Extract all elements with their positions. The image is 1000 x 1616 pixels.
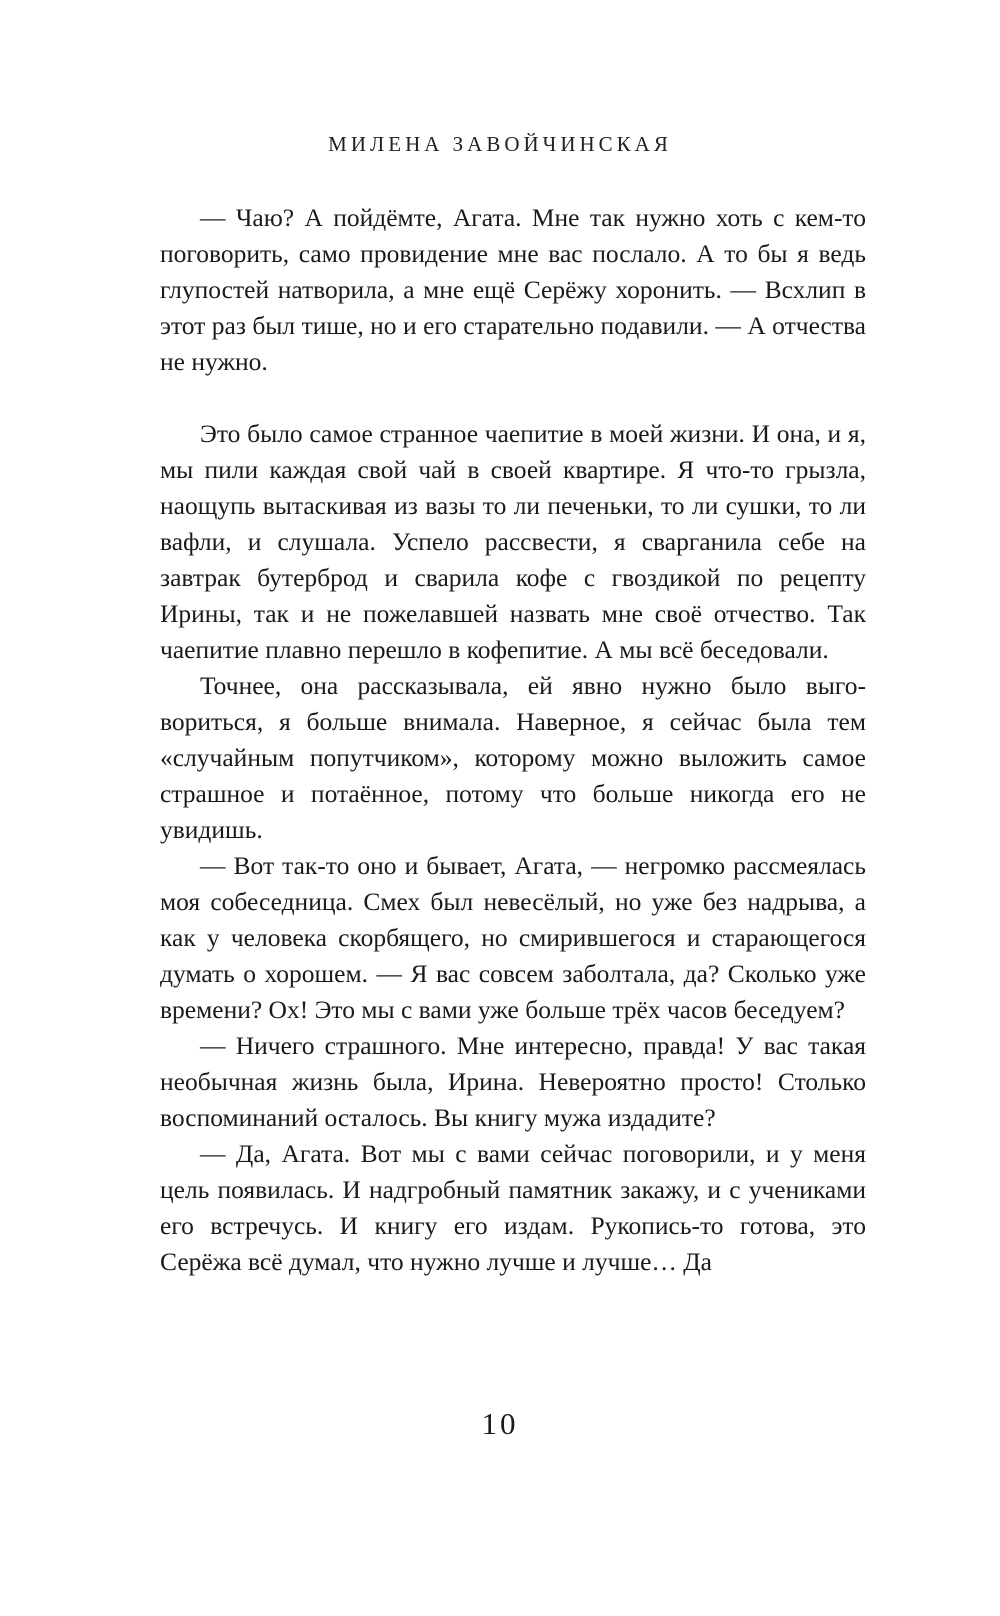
paragraph: Точнее, она рассказывала, ей явно нужно было выговориться, я больше внимала. Наверное, я сейчас была тем «случайным попутчиком», которому можно выложить самое страшное и потаённое, потому что больше никогда его не увидишь.	[160, 671, 866, 844]
paragraph: — Да, Агата. Вот мы с вами сейчас поговорили, и у меня цель появилась. И надгробный памятник закажу, и с учениками его встречусь. И книгу его издам. Рукопись-то готова, это Серёжа всё думал, что нужно лучше и лучше… Да	[160, 1139, 866, 1276]
running-header-author: МИЛЕНА ЗАВОЙЧИНСКАЯ	[328, 132, 672, 156]
paragraph: — Вот так-то оно и бывает, Агата, — негромко рассмеялась моя собеседница. Смех был невесёлый, но уже без надрыва, а как у человека скорбящего, но смирившегося и старающегося думать о хорошем. — Я вас совсем заболтала, да? Сколько уже времени? Ох! Это мы с вами уже больше трёх часов беседуем?	[160, 851, 866, 1024]
paragraph: — Чаю? А пойдёмте, Агата. Мне так нужно хоть с кем-то поговорить, само провидение мне вас послало. А то бы я ведь глупостей натворила, а мне ещё Серёжу хоронить. — Всхлип в этот раз был тише, но и его старательно подавили. — А отчества не нужно.	[160, 203, 866, 376]
paragraph: Это было самое странное чаепитие в моей жизни. И она, и я, мы пили каждая свой чай в своей квартире. Я что-то грызла, наощупь вытаскивая из вазы то ли печеньки, то ли сушки, то ли вафли, и слушала. Успело рассвести, я сварганила себе на завтрак бутерброд и сварила кофе с гвоздикой по рецепту Ирины, так и не пожелавшей назвать мне своё отчество. Так чаепитие плавно перешло в кофепитие. А мы всё беседовали.	[160, 419, 866, 664]
page-number: 10	[481, 1406, 519, 1441]
paragraph: — Ничего страшного. Мне интересно, правда! У вас такая необычная жизнь была, Ирина. Невероятно просто! Столько воспоминаний осталось. Вы книгу мужа издадите?	[160, 1031, 866, 1132]
page-body-text	[160, 200, 866, 1280]
